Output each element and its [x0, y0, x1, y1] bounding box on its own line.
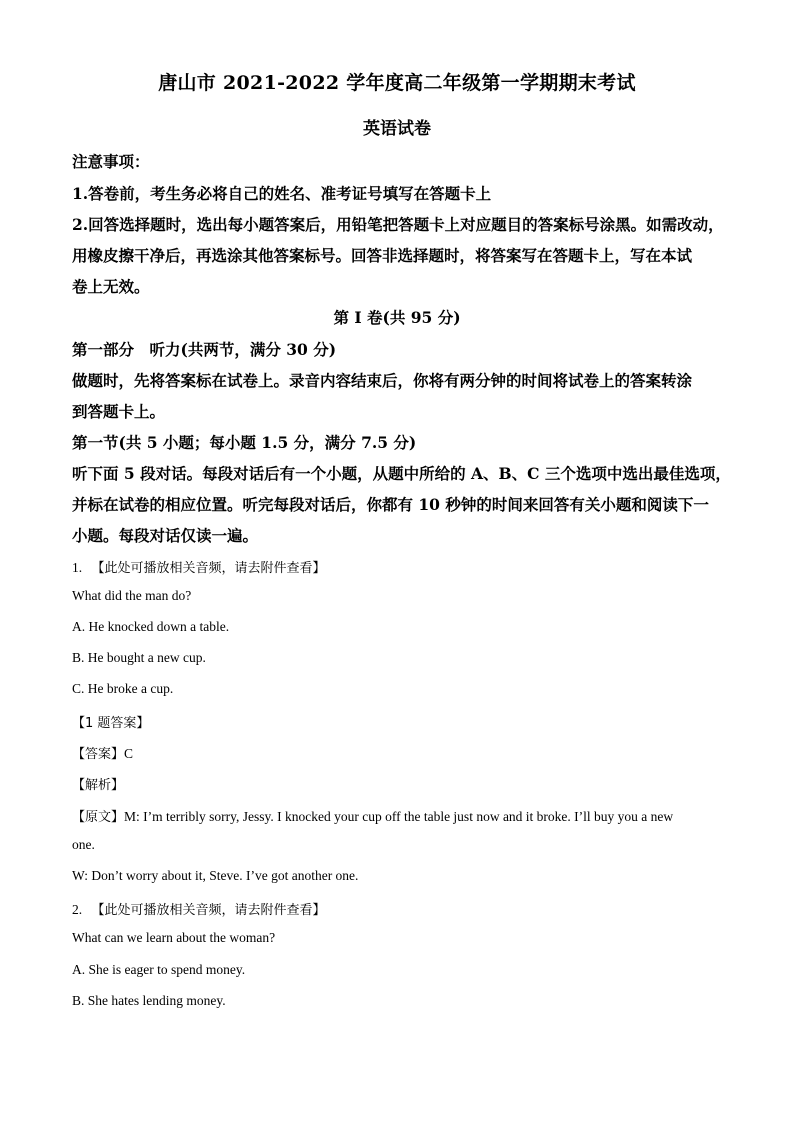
notice-item-1: 1.答卷前，考生务必将自己的姓名、准考证号填写在答题卡上 — [72, 184, 492, 203]
volume-title: 第 I 卷(共 95 分) — [333, 308, 461, 327]
q1-answer-heading — [72, 712, 149, 731]
q2-option-a: A. She is eager to spend money. — [72, 962, 246, 977]
part1-heading: 第一部分 听力(共两节，满分 30 分) — [72, 340, 337, 359]
q1-transcript-text-1: M: I’m terribly sorry, Jessy. I knocked your cup off the table just now and it broke. I’ll buy you a new — [124, 809, 674, 824]
q1-transcript-label: 【原文】 — [72, 810, 125, 825]
exam-title: 唐山市 2021-2022 学年度高二年级第一学期期末考试 — [158, 72, 636, 94]
notice-item-2-line-1: 2.回答选择题时，选出每小题答案后，用铅笔把答题卡上对应题目的答案标号涂黑。如需改动， — [72, 215, 724, 234]
q1-number: 1. — [72, 560, 83, 575]
q1-transcript-line-2: one. — [72, 837, 95, 852]
part1-instruction-line-1: 做题时，先将答案标在试卷上。录音内容结束后，你将有两分钟的时间将试卷上的答案转涂 — [72, 371, 693, 390]
q1-answer-value: C — [124, 746, 134, 761]
q2-audio-note[interactable]: 【此处可播放相关音频，请去附件查看】 — [91, 903, 326, 918]
q1-option-b: B. He bought a new cup. — [72, 650, 206, 665]
q1-header — [72, 557, 326, 576]
part1-instruction-line-2: 到答题卡上。 — [72, 402, 166, 421]
section1-instruction-line-1: 听下面 5 段对话。每段对话后有一个小题，从题中所给的 A、B、C 三个选项中选出最佳选项， — [72, 464, 731, 483]
q2-question: What can we learn about the woman? — [72, 930, 276, 945]
q1-analysis-label: 【解析】 — [72, 778, 125, 793]
q1-transcript-line-1 — [72, 806, 673, 825]
notice-heading: 注意事项： — [72, 152, 150, 171]
q2-header — [72, 899, 326, 918]
section1-instruction-line-3: 小题。每段对话仅读一遍。 — [72, 526, 259, 545]
section1-heading: 第一节(共 5 小题；每小题 1.5 分，满分 7.5 分) — [72, 433, 417, 452]
q1-audio-note[interactable]: 【此处可播放相关音频，请去附件查看】 — [91, 561, 326, 576]
q1-analysis — [72, 774, 124, 793]
q1-question: What did the man do? — [72, 588, 192, 603]
q1-option-c: C. He broke a cup. — [72, 681, 174, 696]
notice-item-2-line-2: 用橡皮擦干净后，再选涂其他答案标号。回答非选择题时，将答案写在答题卡上，写在本试 — [72, 246, 693, 265]
q1-answer — [72, 743, 133, 762]
section1-instruction-line-2: 并标在试卷的相应位置。听完每段对话后，你都有 10 秒钟的时间来回答有关小题和阅读下一 — [72, 495, 709, 514]
notice-item-2-line-3: 卷上无效。 — [72, 277, 150, 296]
q2-option-b: B. She hates lending money. — [72, 993, 226, 1008]
q1-answer-label: 【答案】 — [72, 747, 125, 762]
q1-option-a: A. He knocked down a table. — [72, 619, 230, 634]
q1-transcript-line-3: W: Don’t worry about it, Steve. I’ve got another one. — [72, 868, 359, 883]
exam-subtitle: 英语试卷 — [363, 119, 431, 139]
q2-number: 2. — [72, 902, 83, 917]
q1-answer-heading-text: 【1 题答案】 — [72, 716, 150, 731]
